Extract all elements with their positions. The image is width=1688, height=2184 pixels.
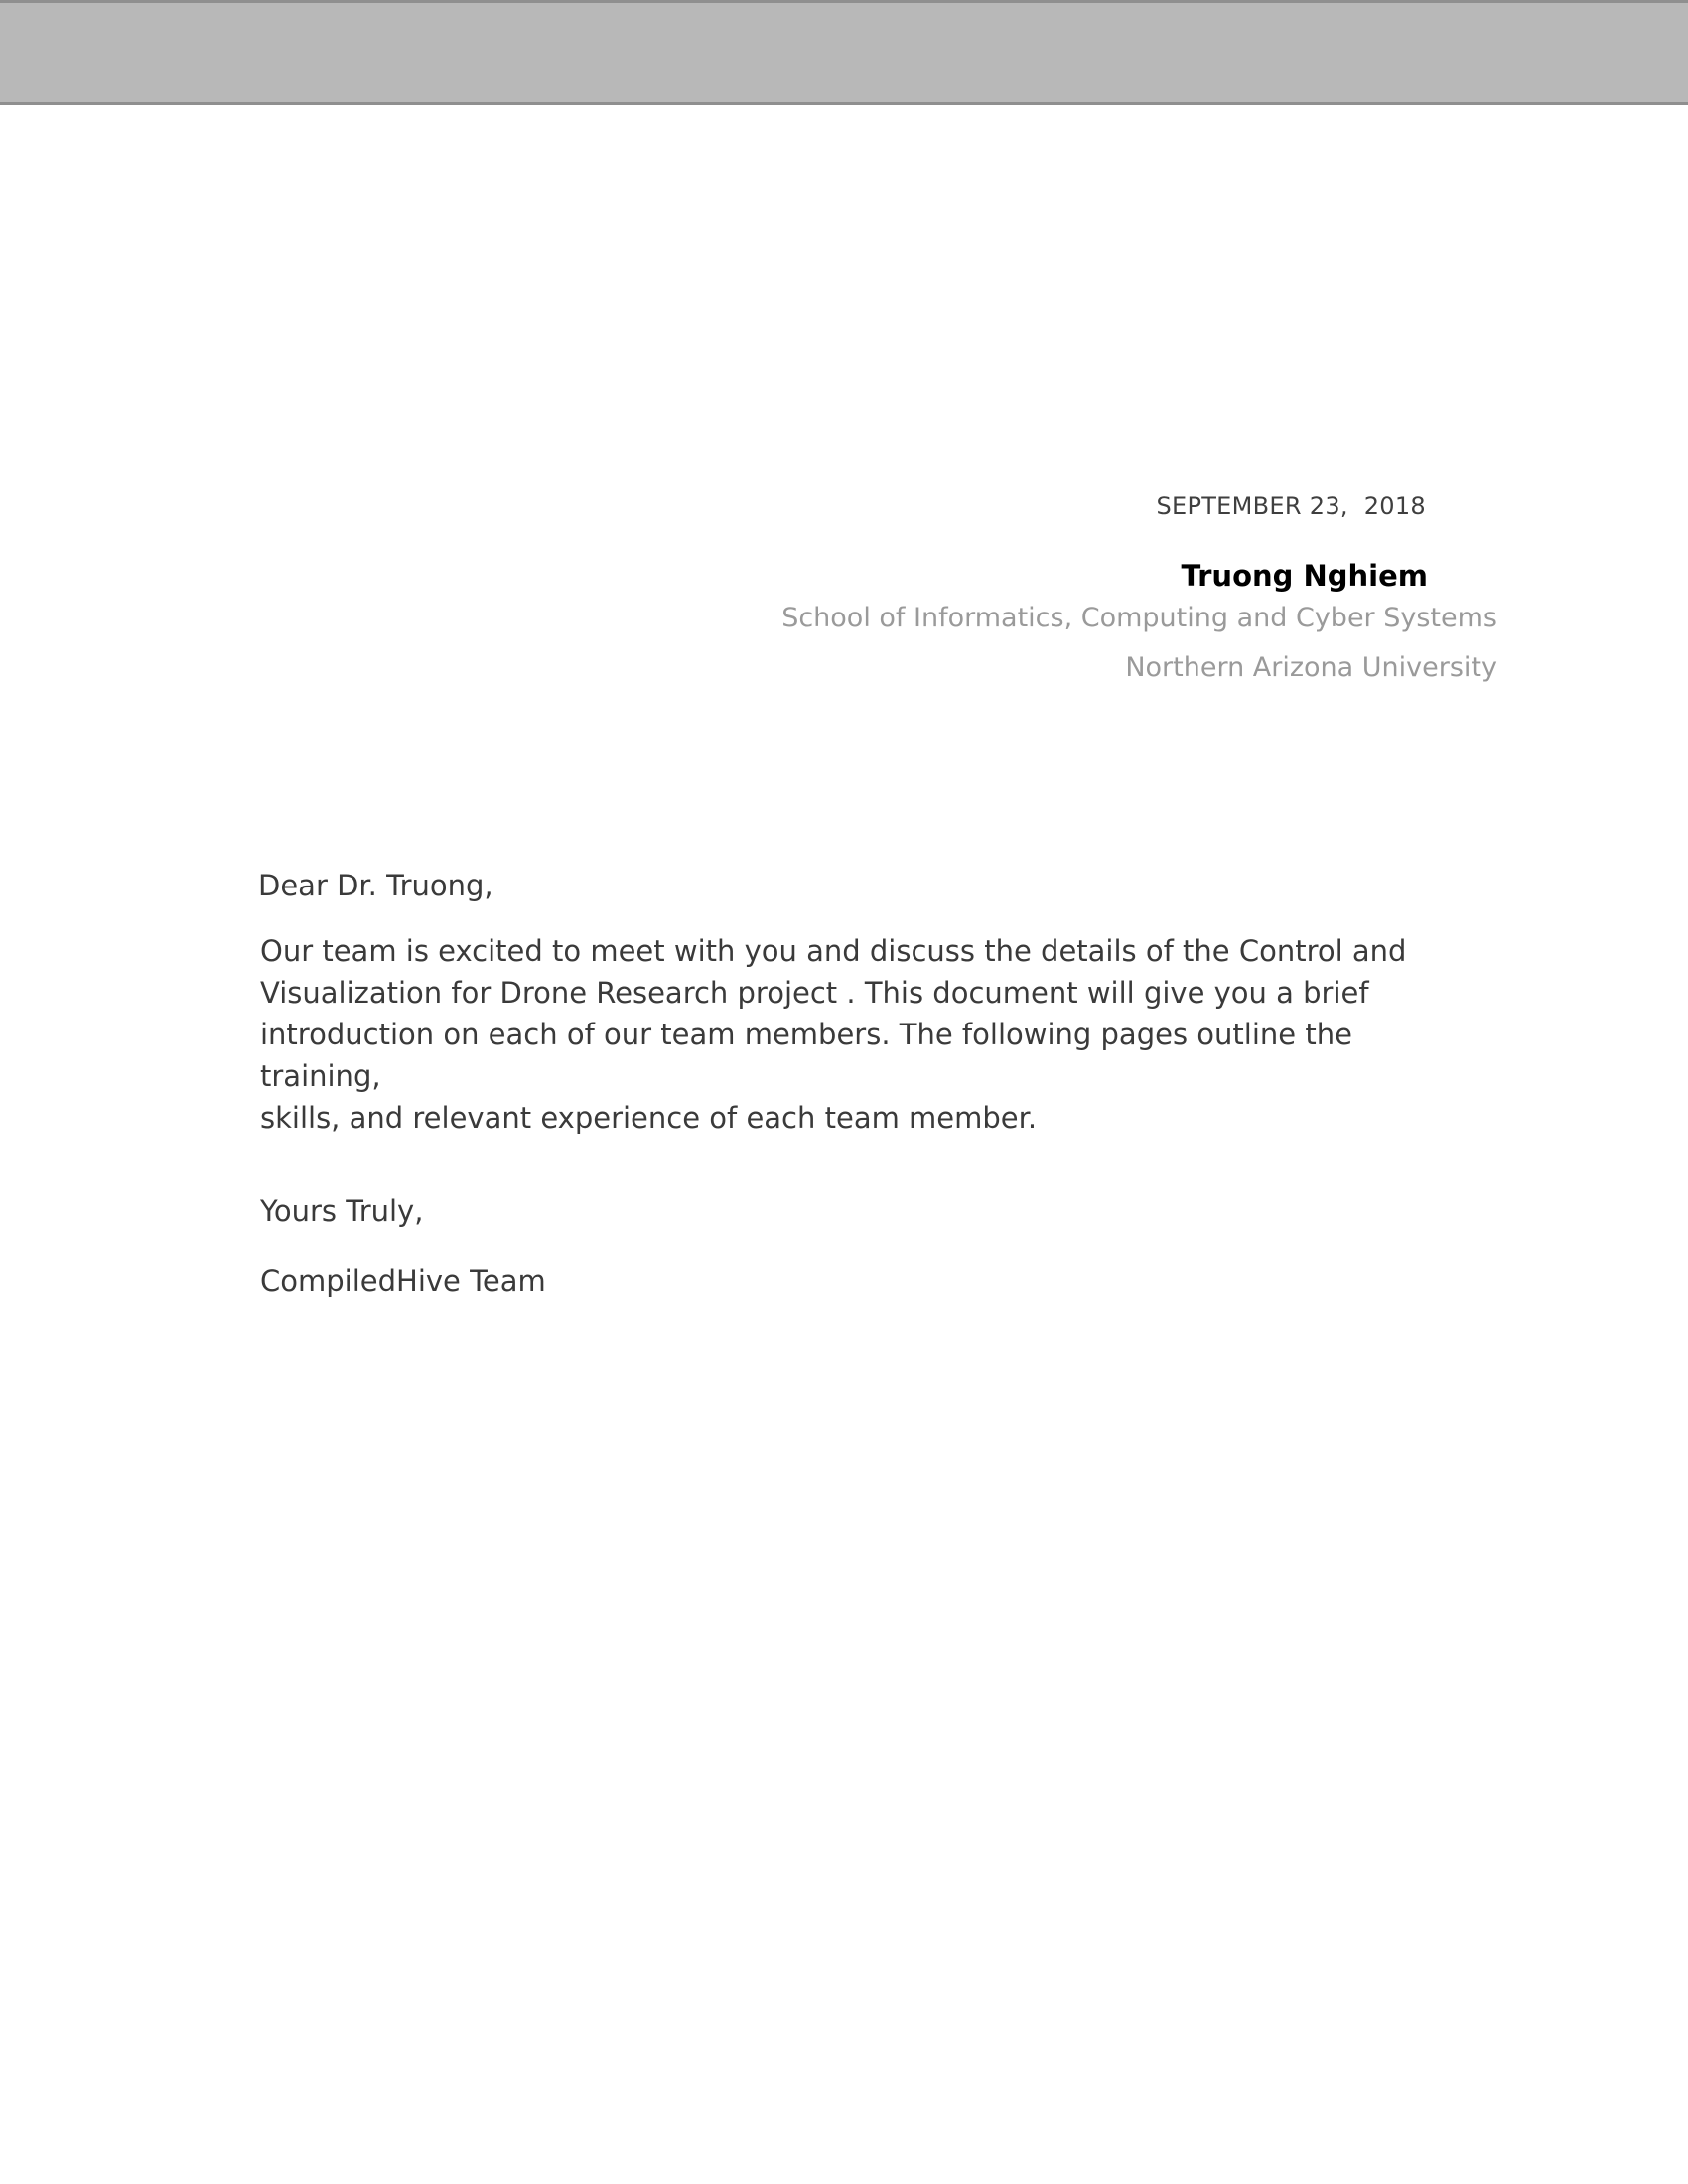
page-header-band [0, 0, 1688, 105]
letter-date: SEPTEMBER 23, 2018 [1156, 492, 1426, 520]
letter-salutation: Dear Dr. Truong, [258, 869, 493, 902]
letter-closing: Yours Truly, [260, 1194, 424, 1228]
recipient-name: Truong Nghiem [1181, 559, 1428, 593]
recipient-university: Northern Arizona University [1125, 652, 1497, 683]
recipient-school: School of Informatics, Computing and Cyber Systems [781, 603, 1497, 633]
letter-signature: CompiledHive Team [260, 1264, 546, 1297]
letter-body: Our team is excited to meet with you and discuss the details of the Control and Visualization for Drone Research project . This document will give you a brief introduction on each of our team members. The following pages outline the training, skills, and relevant experience of each team member. [260, 934, 1407, 1135]
